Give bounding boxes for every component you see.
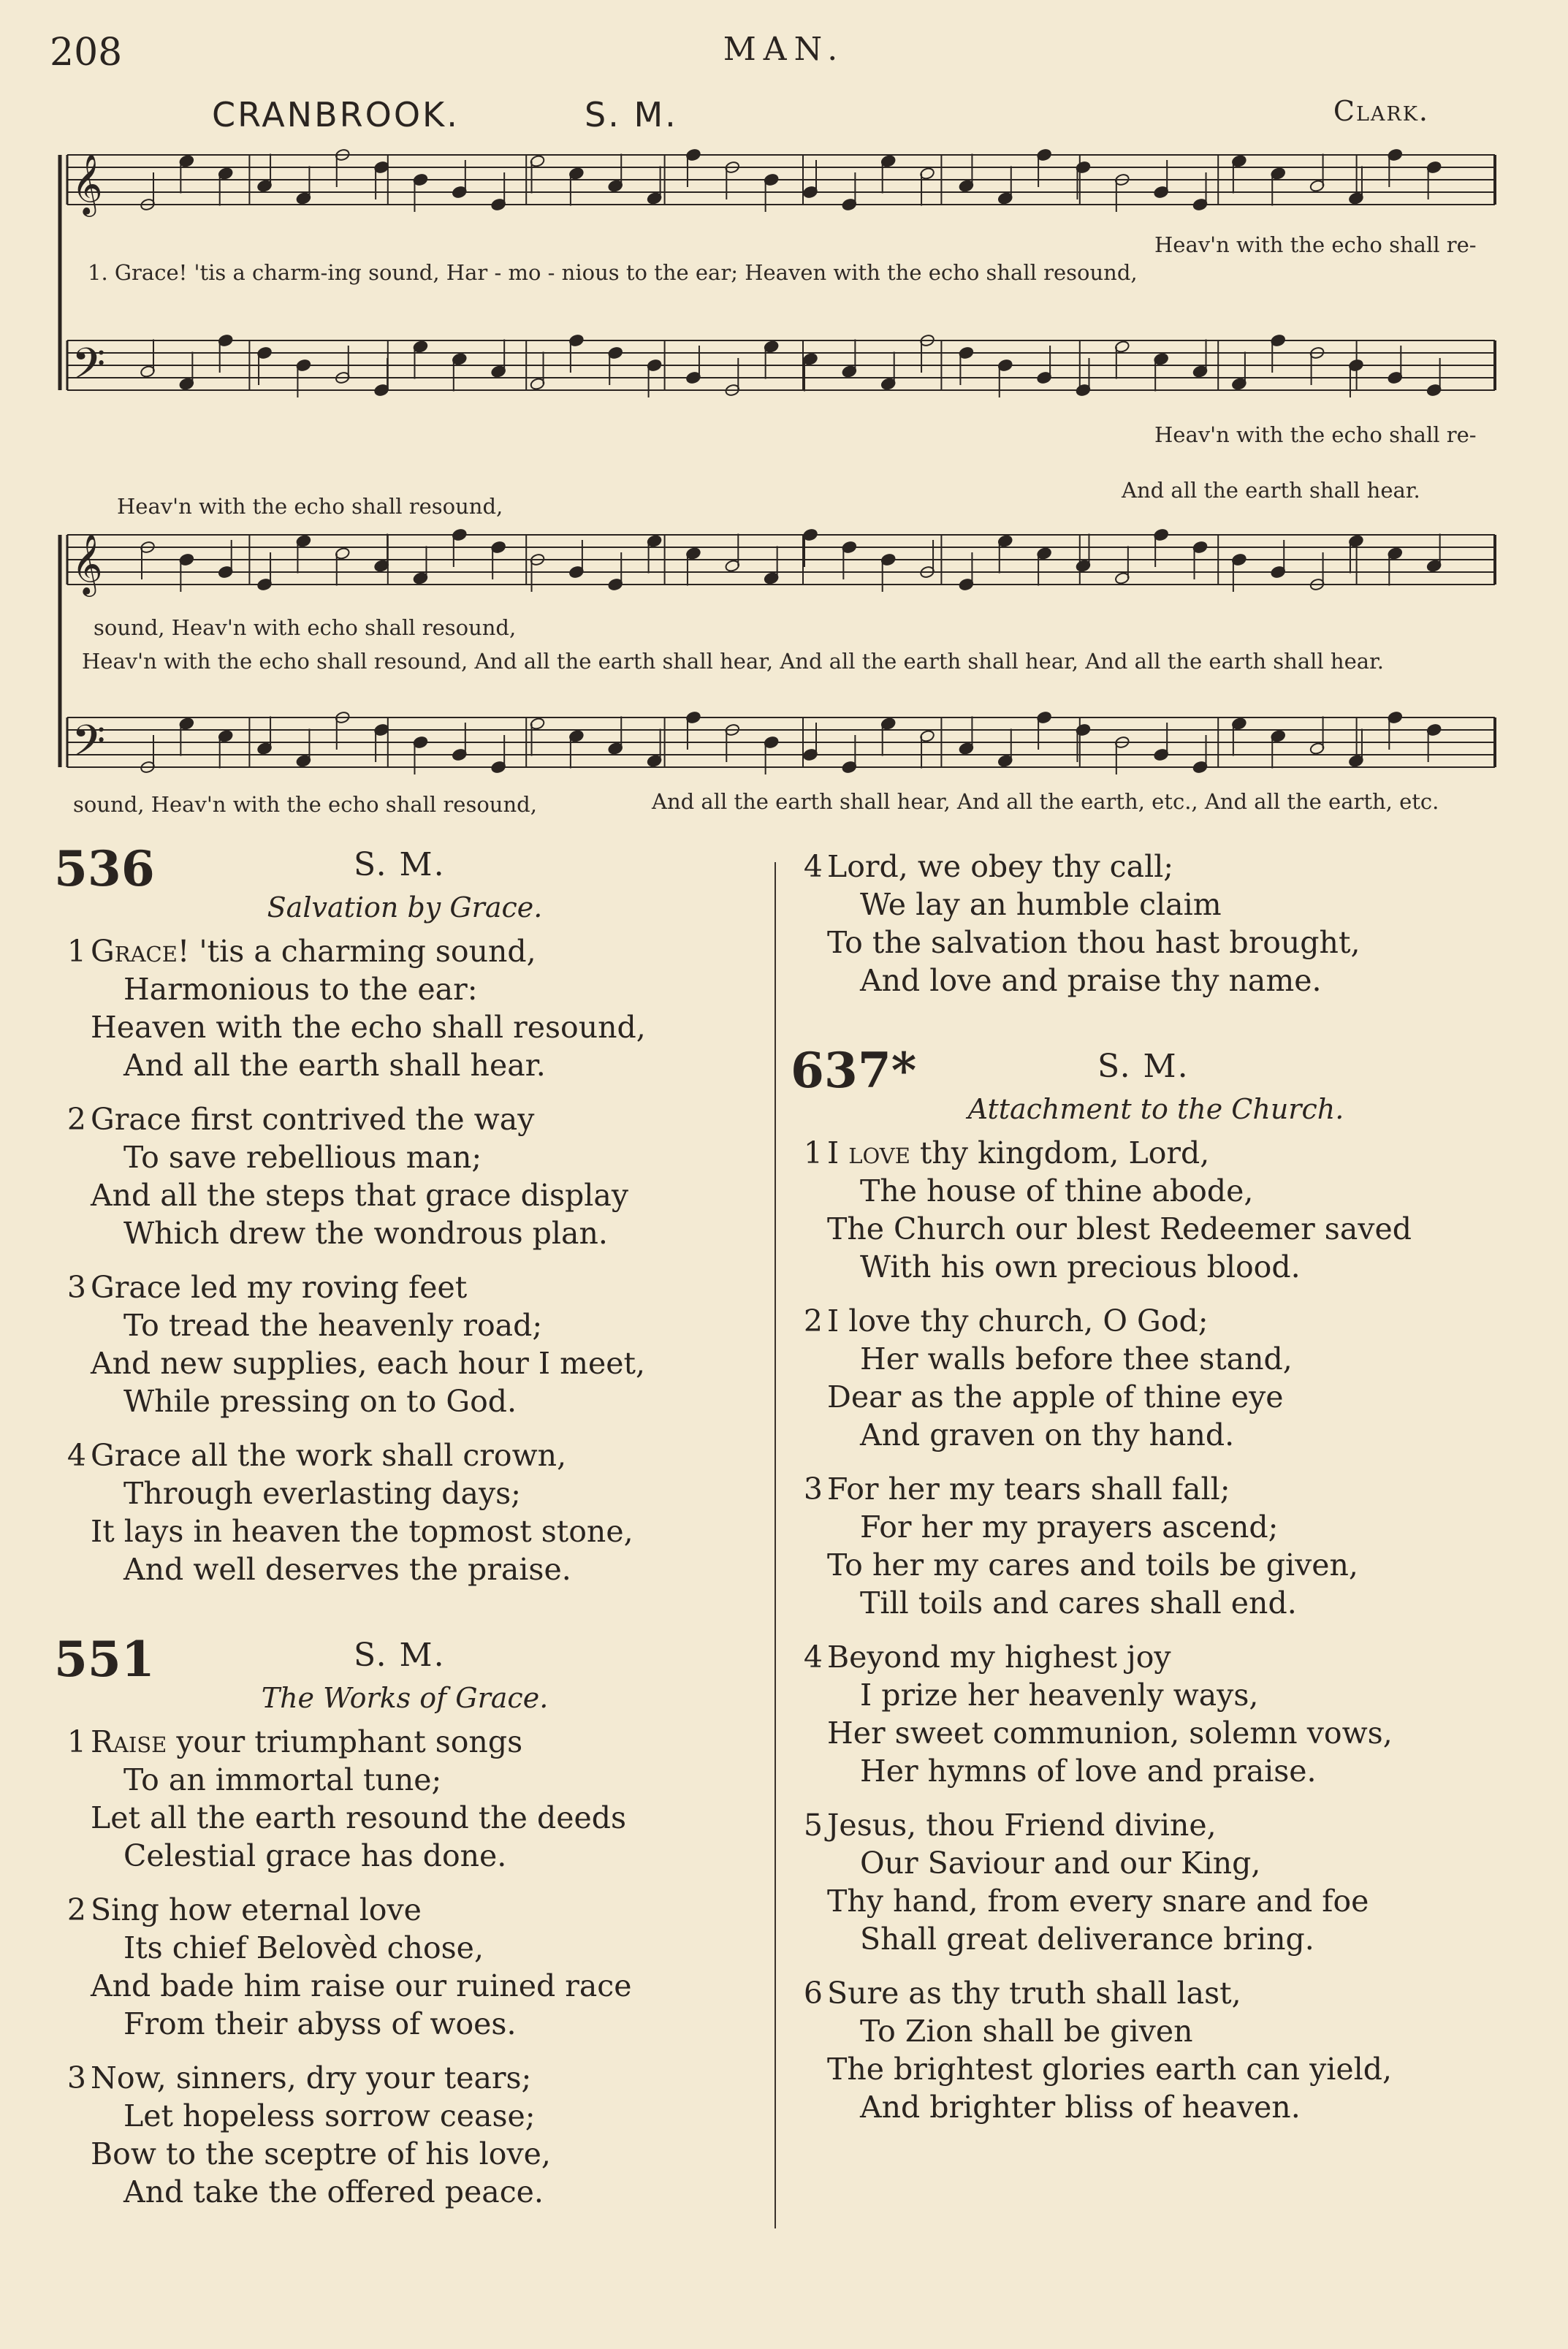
verse-line (791, 2050, 1521, 2088)
treble-clef-icon: 𝄞 (72, 153, 103, 214)
verse-line (54, 2135, 756, 2173)
verse-line (54, 1382, 756, 1420)
verse-text: Its chief Belovèd chose, (123, 1930, 484, 1965)
verse-line (791, 924, 1521, 962)
stanza (791, 1638, 1521, 1790)
verse-line (54, 1046, 756, 1084)
stanza (791, 1806, 1521, 1958)
verse-text: Sure as thy truth shall last, (827, 1976, 1241, 2011)
verse-line (54, 1837, 756, 1875)
stanza-lead-word: Grace (91, 934, 178, 969)
verse-text: To Zion shall be given (860, 2014, 1193, 2049)
verse-text: thy kingdom, Lord, (910, 1135, 1210, 1170)
verse-text: I love thy church, O God; (827, 1303, 1209, 1339)
stanza (54, 1723, 756, 1875)
bass-clef-icon: 𝄢 (72, 338, 106, 400)
verse-line (791, 1638, 1521, 1676)
verse-line (54, 932, 756, 970)
verse-text: Her walls before thee stand, (860, 1341, 1293, 1377)
verse-line (54, 1008, 756, 1046)
stanza-number: 1 (66, 1724, 86, 1759)
verse-line (791, 1416, 1521, 1454)
verse-text: Jesus, thou Friend divine, (827, 1808, 1217, 1843)
verse-text: And all the steps that grace display (91, 1178, 629, 1213)
stanza-number: 4 (803, 849, 823, 884)
stanza (791, 1302, 1521, 1454)
left-column (54, 840, 756, 2253)
verse-text: Shall great deliverance bring. (860, 1922, 1314, 1957)
verse-text: For her my prayers ascend; (860, 1509, 1279, 1545)
verse-text: And well deserves the praise. (123, 1552, 571, 1587)
score-lyric-3-below: sound, Heav'n with echo shall resound, (94, 615, 517, 640)
verse-text: Our Saviour and our King, (860, 1846, 1261, 1881)
verse-text: Through everlasting days; (123, 1476, 521, 1511)
verse-line (54, 2059, 756, 2097)
hymn-title: The Works of Grace. (261, 1682, 549, 1714)
verse-text: And brighter bliss of heaven. (860, 2090, 1301, 2125)
verse-line (791, 848, 1521, 886)
verse-text: Heaven with the echo shall resound, (91, 1010, 646, 1045)
hymn-number: 536 (54, 840, 155, 897)
verse-text: To tread the heavenly road; (123, 1308, 543, 1343)
hymn-number: 637* (791, 1042, 917, 1099)
right-column (791, 848, 1521, 2169)
score-lyric-1-above: Heav'n with the echo shall re- (1154, 232, 1477, 257)
hymn-header (791, 1042, 1521, 1099)
score-lyric-3-above-left: Heav'n with the echo shall resound, (117, 494, 503, 519)
verse-line (791, 1676, 1521, 1714)
verse-text: Lord, we obey thy call; (827, 849, 1174, 884)
stanza (54, 1268, 756, 1420)
verse-line (54, 1214, 756, 1252)
stanza (54, 2059, 756, 2211)
verse-line (54, 1967, 756, 2005)
verse-line (54, 1268, 756, 1306)
verse-line (791, 2088, 1521, 2126)
verse-text: Her hymns of love and praise. (860, 1754, 1317, 1789)
treble-clef-icon: 𝄞 (72, 533, 103, 594)
verse-line (791, 1844, 1521, 1882)
verse-line (791, 1752, 1521, 1790)
verse-text: Which drew the wondrous plan. (123, 1216, 608, 1251)
verse-line (791, 1134, 1521, 1172)
verse-line (54, 1436, 756, 1474)
verse-text: While pressing on to God. (123, 1384, 517, 1419)
verse-text: Let all the earth resound the deeds (91, 1800, 627, 1835)
hymn (54, 840, 756, 1588)
verse-text: Her sweet communion, solemn vows, (827, 1716, 1393, 1751)
verse-line (791, 1974, 1521, 2012)
stanza-lead-word: Raise (91, 1724, 167, 1759)
verse-line (54, 1138, 756, 1176)
stanza (54, 1891, 756, 2043)
music-score (0, 0, 1568, 826)
verse-line (791, 1340, 1521, 1378)
verse-line (54, 1550, 756, 1588)
hymn-meter: S. M. (354, 846, 446, 883)
hymn-header (54, 840, 756, 897)
verse-line (791, 1714, 1521, 1752)
stanza-number: 6 (803, 1976, 823, 2011)
verse-text: And love and praise thy name. (860, 963, 1322, 998)
stanza-number: 2 (66, 1892, 86, 1927)
verse-line (791, 1470, 1521, 1508)
stanza-number: 2 (66, 1102, 86, 1137)
stanza-number: 3 (803, 1472, 823, 1507)
stanza (791, 848, 1521, 1000)
stanza-number: 3 (66, 1270, 86, 1305)
verse-line (54, 1176, 756, 1214)
verse-line (54, 1306, 756, 1344)
verse-line (791, 1584, 1521, 1622)
verse-line (791, 962, 1521, 1000)
verse-line (54, 1100, 756, 1138)
verse-text: To an immortal tune; (123, 1762, 442, 1797)
score-lyric-1-below: 1. Grace! 'tis a charm-ing sound, Har - mo - nious to the ear; Heaven with the echo shall resound, (88, 260, 1138, 285)
verse-line (54, 2005, 756, 2043)
verse-line (791, 1172, 1521, 1210)
verse-line (791, 1508, 1521, 1546)
verse-text: Grace all the work shall crown, (91, 1438, 567, 1473)
hymn (791, 1042, 1521, 2126)
verse-text: Sing how eternal love (91, 1892, 422, 1927)
verse-text: Harmonious to the ear: (123, 972, 478, 1007)
verse-line (54, 1723, 756, 1761)
verse-text: Grace led my roving feet (91, 1270, 468, 1305)
stanza (54, 1436, 756, 1588)
verse-text: your triumphant songs (167, 1724, 523, 1759)
verse-text: Grace first contrived the way (91, 1102, 535, 1137)
verse-text: And all the earth shall hear. (123, 1048, 546, 1083)
hymn-meter: S. M. (1097, 1048, 1190, 1085)
score-lyric-4-below-right: And all the earth shall hear, And all the earth, etc., And all the earth, etc. (652, 789, 1439, 814)
verse-text: Let hopeless sorrow cease; (123, 2098, 536, 2133)
verse-text: For her my tears shall fall; (827, 1472, 1230, 1507)
verse-text: And new supplies, each hour I meet, (91, 1346, 646, 1381)
score-lyric-2-below: Heav'n with the echo shall re- (1154, 422, 1477, 447)
verse-text: Dear as the apple of thine eye (827, 1379, 1284, 1415)
stanza-number: 2 (803, 1303, 823, 1339)
stanza (54, 932, 756, 1084)
hymn (54, 1631, 756, 2211)
verse-line (791, 886, 1521, 924)
verse-line (54, 1929, 756, 1967)
stanza (791, 1974, 1521, 2126)
verse-line (791, 1920, 1521, 1958)
hymn-number: 551 (54, 1631, 155, 1688)
stanza-lead-word: I love (827, 1135, 910, 1170)
verse-text: It lays in heaven the topmost stone, (91, 1514, 633, 1549)
verse-text: Now, sinners, dry your tears; (91, 2060, 532, 2095)
stanza (791, 1470, 1521, 1622)
hymn (791, 848, 1521, 1000)
verse-line (791, 2012, 1521, 2050)
verse-line (54, 1474, 756, 1512)
stanza-number: 1 (803, 1135, 823, 1170)
verse-line (54, 2173, 756, 2211)
verse-text: To the salvation thou hast brought, (827, 925, 1360, 960)
stanza (54, 1100, 756, 1252)
bass-clef-icon: 𝄢 (72, 715, 106, 777)
verse-line (791, 1806, 1521, 1844)
hymn-title: Attachment to the Church. (967, 1093, 1344, 1125)
verse-text: Till toils and cares shall end. (860, 1585, 1297, 1621)
verse-line (54, 1799, 756, 1837)
verse-line (791, 1378, 1521, 1416)
verse-text: Beyond my highest joy (827, 1640, 1171, 1675)
verse-line (54, 1512, 756, 1550)
hymn-meter: S. M. (354, 1637, 446, 1674)
verse-text: The Church our blest Redeemer saved (827, 1211, 1412, 1246)
score-lyric-4-below-left: sound, Heav'n with the echo shall resound, (73, 792, 537, 817)
hymn-title: Salvation by Grace. (267, 891, 543, 924)
verse-line (54, 970, 756, 1008)
verse-text: Celestial grace has done. (123, 1838, 507, 1873)
hymn-header (54, 1631, 756, 1688)
verse-text: ! 'tis a charming sound, (177, 934, 536, 969)
verse-text: To save rebellious man; (123, 1140, 482, 1175)
verse-line (791, 1210, 1521, 1248)
verse-line (54, 2097, 756, 2135)
stanza-number: 1 (66, 934, 86, 969)
column-divider (775, 862, 776, 2228)
verse-line (791, 1882, 1521, 1920)
verse-line (791, 1302, 1521, 1340)
score-lyric-4-above: Heav'n with the echo shall resound, And all the earth shall hear, And all the earth shall hear, And all the earth shall hear. (82, 649, 1384, 674)
verse-line (791, 1248, 1521, 1286)
stanza-number: 3 (66, 2060, 86, 2095)
stanza-number: 5 (803, 1808, 823, 1843)
verse-text: To her my cares and toils be given, (827, 1547, 1358, 1583)
page-number: 208 (50, 31, 123, 75)
running-title: MAN. (723, 31, 845, 68)
verse-line (54, 1761, 756, 1799)
verse-text: Thy hand, from every snare and foe (827, 1884, 1369, 1919)
verse-line (791, 1546, 1521, 1584)
stanza-number: 4 (803, 1640, 823, 1675)
verse-text: With his own precious blood. (860, 1249, 1301, 1284)
verse-line (54, 1344, 756, 1382)
verse-text: Bow to the sceptre of his love, (91, 2136, 551, 2171)
tune-name: CRANBROOK. (212, 95, 460, 134)
tune-composer: Clark. (1333, 95, 1429, 127)
verse-text: The brightest glories earth can yield, (827, 2052, 1393, 2087)
verse-text: And bade him raise our ruined race (91, 1968, 632, 2003)
stanza-number: 4 (66, 1438, 86, 1473)
verse-text: I prize her heavenly ways, (860, 1678, 1259, 1713)
verse-text: We lay an humble claim (860, 887, 1222, 922)
score-lyric-3-above-right: And all the earth shall hear. (1122, 478, 1420, 503)
stanza (791, 1134, 1521, 1286)
verse-text: The house of thine abode, (860, 1173, 1254, 1208)
verse-line (54, 1891, 756, 1929)
verse-text: And graven on thy hand. (860, 1417, 1235, 1453)
verse-text: And take the offered peace. (123, 2174, 544, 2209)
verse-text: From their abyss of woes. (123, 2006, 517, 2041)
tune-meter: S. M. (585, 95, 678, 134)
